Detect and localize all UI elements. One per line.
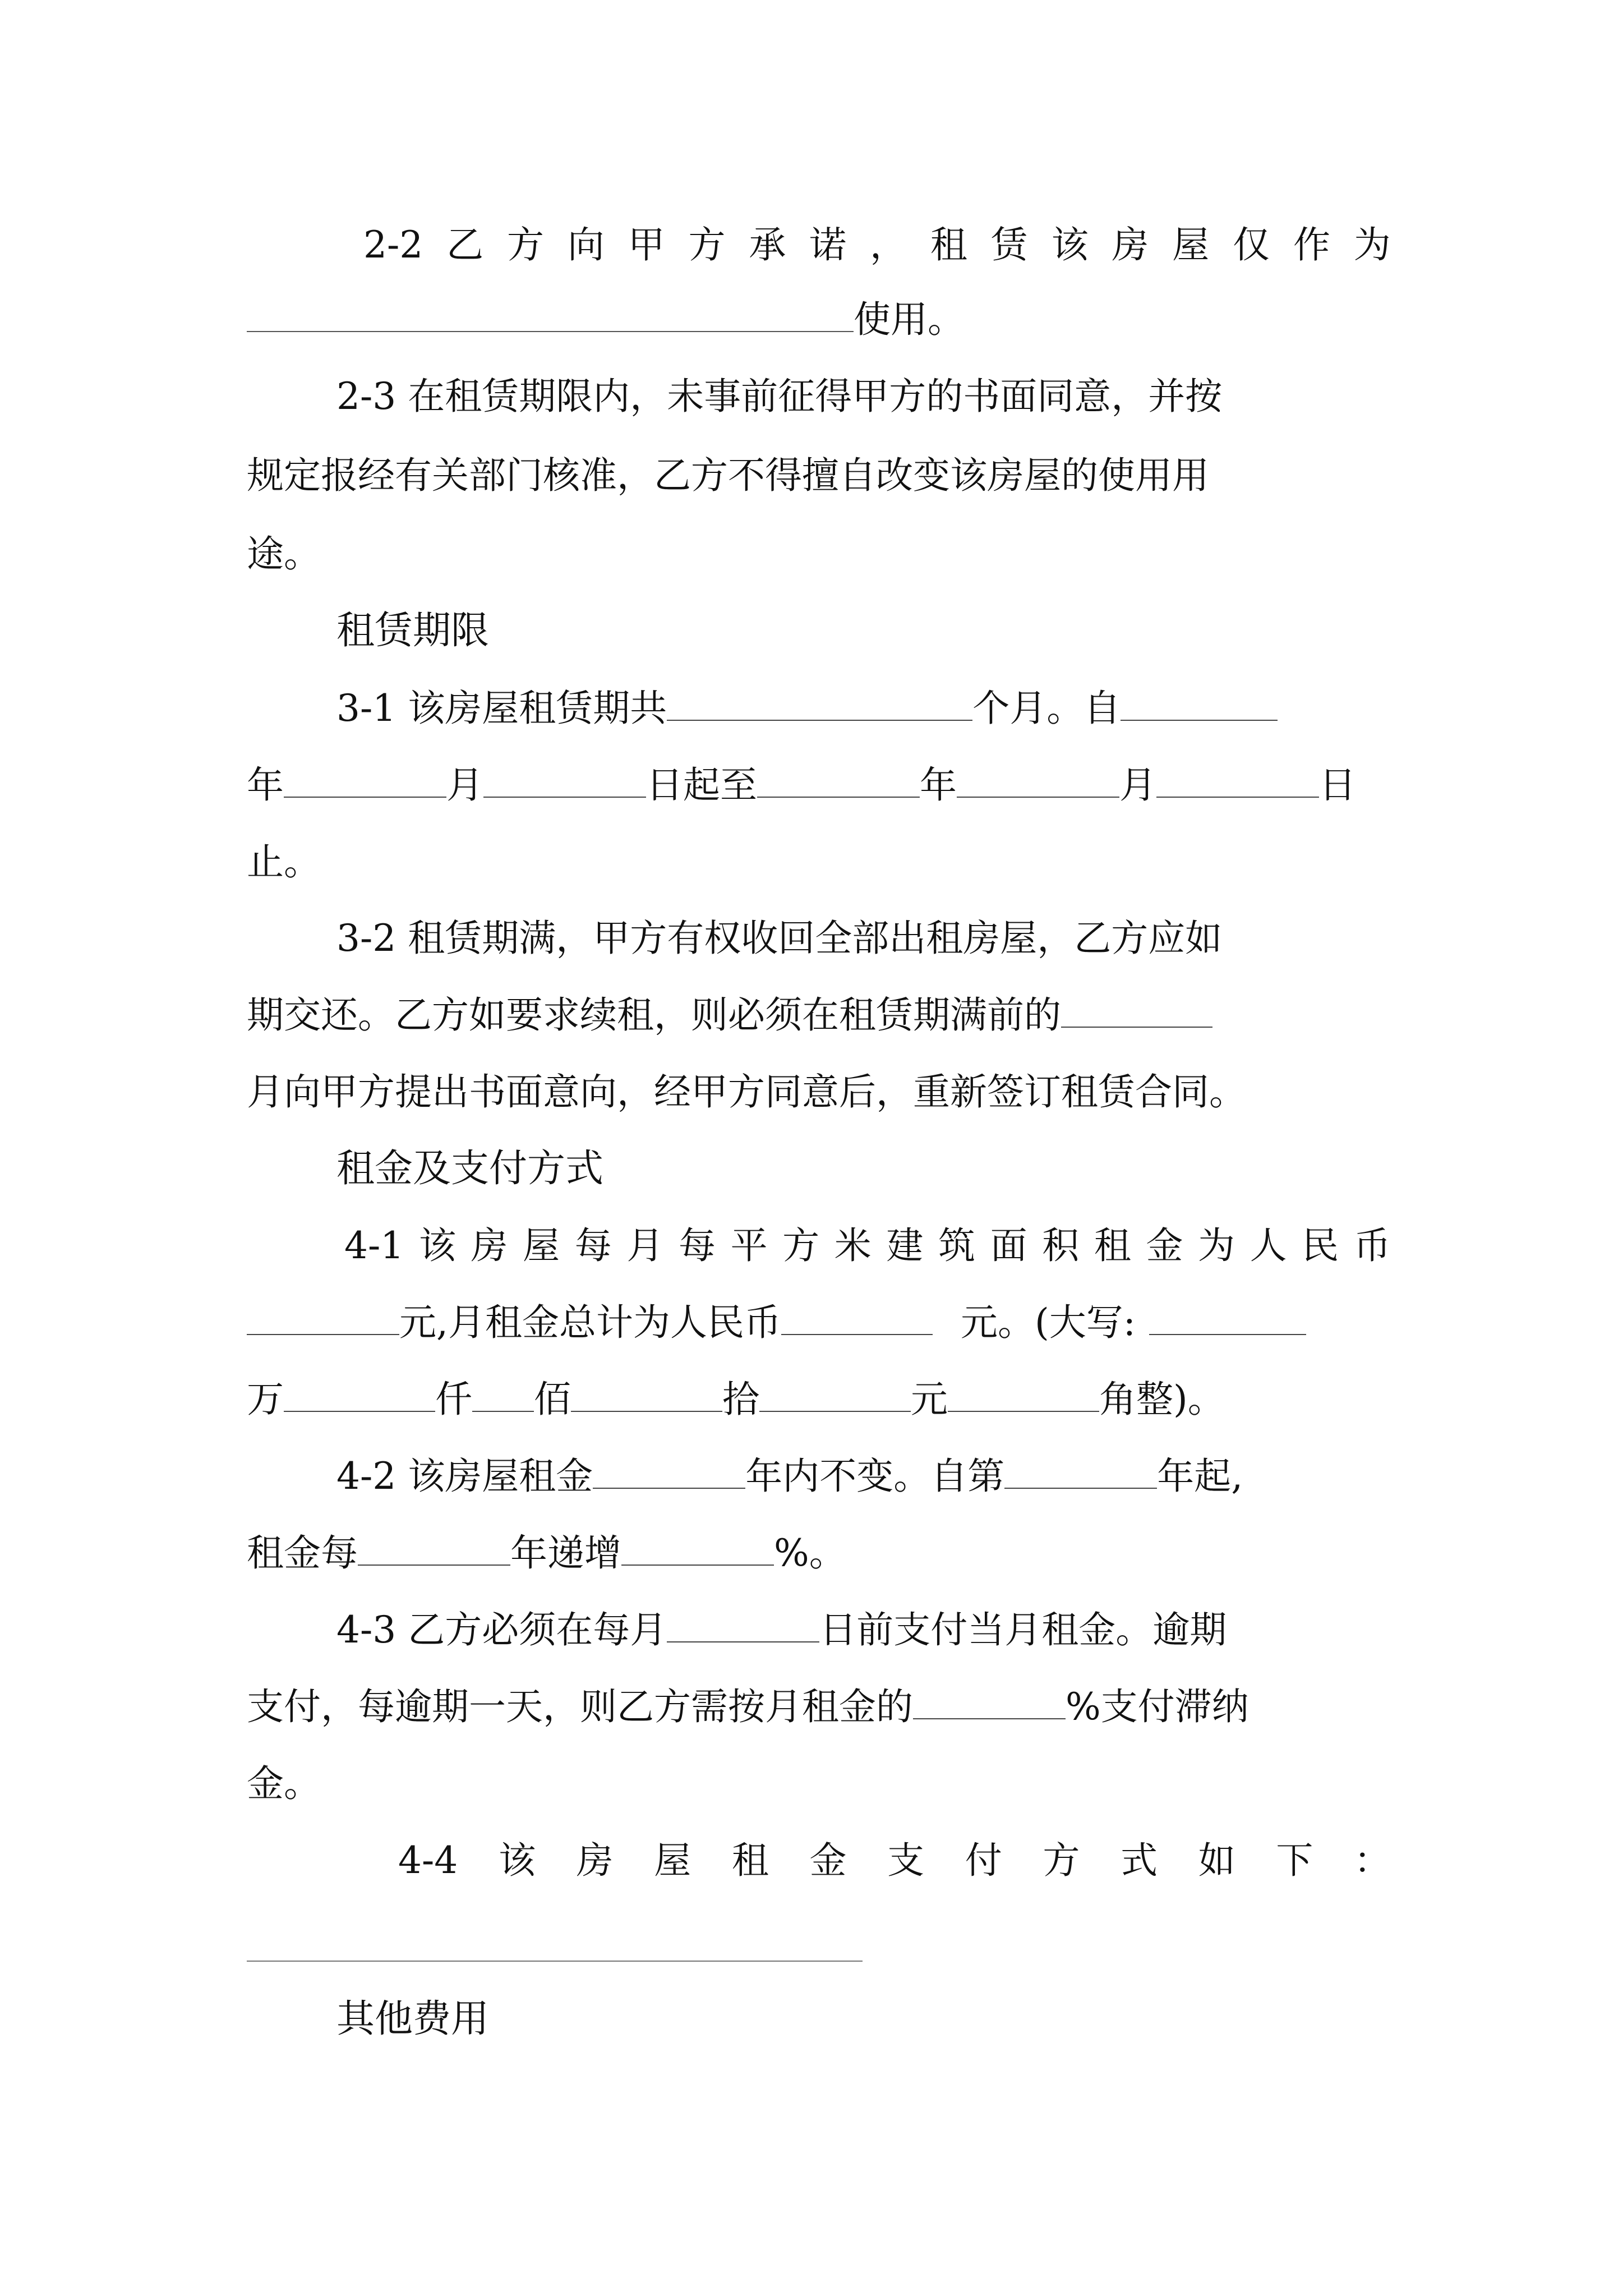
clause-4-4-char: ：	[1353, 1839, 1391, 1882]
clause-2-2-char: 仅	[1233, 223, 1270, 266]
clause-4-1-text-c: 元。(大写:	[960, 1301, 1136, 1344]
clause-4-1-text-b: 元,月租金总计为人民币	[399, 1301, 781, 1344]
clause-2-2-char: 赁	[990, 223, 1028, 266]
blank-payment-day	[667, 1607, 819, 1642]
clause-4-2-text-e: 年递增	[510, 1531, 621, 1575]
clause-3-1-line-1	[336, 669, 1391, 748]
clause-2-2-char: 承	[749, 223, 786, 266]
label-shi: 拾	[722, 1378, 759, 1421]
clause-4-1-char: 米	[834, 1224, 872, 1267]
label-month-end: 月	[1119, 763, 1156, 807]
clause-4-1-char: 平	[730, 1224, 768, 1267]
clause-2-3-line-3: 途。	[247, 532, 321, 576]
blank-rent-fixed-years	[593, 1453, 745, 1489]
clause-4-4-char: 金	[809, 1839, 847, 1882]
clause-4-1-char: 为	[1198, 1224, 1235, 1267]
clause-2-2-char: 为	[1353, 223, 1391, 266]
clause-4-1-char: 房	[471, 1224, 508, 1267]
clause-4-1-char: 币	[1353, 1224, 1391, 1267]
clause-4-1-char: 4-1	[344, 1224, 404, 1267]
label-month: 月	[446, 763, 483, 807]
clause-4-1-line-2	[247, 1283, 1391, 1362]
blank-bai	[472, 1376, 534, 1412]
blank-shi	[571, 1376, 722, 1412]
clause-4-1-char: 每	[678, 1224, 716, 1267]
clause-4-4-char: 租	[731, 1839, 769, 1882]
blank-capital-1	[1149, 1299, 1306, 1335]
heading-rent-payment: 租金及支付方式	[336, 1147, 604, 1191]
blank-increase-from-year	[1004, 1453, 1157, 1489]
label-year-end: 年	[920, 763, 957, 807]
blank-end-year	[757, 762, 920, 798]
clause-2-2-char: 作	[1293, 223, 1330, 266]
clause-4-4-char: 该	[498, 1839, 536, 1882]
clause-2-2-char: 向	[567, 223, 605, 266]
blank-start-month	[284, 762, 446, 798]
clause-4-3-text-c: 支付，每逾期一天，则乙方需按月租金的	[247, 1685, 913, 1728]
clause-4-1-char: 金	[1146, 1224, 1183, 1267]
clause-4-2-text-a: 4-2 该房屋租金	[336, 1455, 593, 1498]
blank-jiao	[948, 1376, 1099, 1412]
clause-4-1-char: 每	[574, 1224, 612, 1267]
clause-2-2-char: ，	[870, 223, 907, 266]
clause-4-4-char: 式	[1121, 1839, 1158, 1882]
blank-usage	[247, 295, 854, 332]
clause-3-2-line-2	[247, 976, 1391, 1055]
clause-4-3-text-d: %支付滞纳	[1066, 1685, 1249, 1728]
clause-4-3-line-2	[247, 1668, 1391, 1746]
blank-lease-months	[667, 685, 972, 721]
blank-increase-interval	[358, 1530, 510, 1566]
heading-other-fees: 其他费用	[336, 1997, 490, 2041]
clause-2-2-char: 2-2	[363, 223, 423, 266]
label-qian: 仟	[435, 1378, 472, 1421]
clause-3-1-line-2	[247, 746, 1391, 825]
clause-4-4-char: 支	[887, 1839, 925, 1882]
label-year: 年	[247, 763, 284, 807]
clause-3-1-line-3: 止。	[247, 840, 321, 884]
clause-3-1-text-b: 个月。自	[972, 687, 1121, 730]
clause-2-2-char: 方	[506, 223, 544, 266]
clause-4-3-text-a: 4-3 乙方必须在每月	[336, 1608, 667, 1651]
clause-2-2-char: 甲	[628, 223, 665, 266]
clause-4-4-char: 4-4	[398, 1839, 458, 1882]
clause-2-2-char: 屋	[1172, 223, 1210, 266]
clause-4-2-text-f: %。	[774, 1531, 846, 1575]
clause-2-3-line-1: 2-3 在租赁期限内，未事前征得甲方的书面同意，并按	[336, 375, 1223, 418]
label-jiao: 角整)。	[1099, 1378, 1225, 1421]
clause-4-1-char: 方	[782, 1224, 820, 1267]
blank-monthly-total	[781, 1299, 933, 1335]
clause-3-2-text: 期交还。乙方如要求续租，则必须在租赁期满前的	[247, 993, 1061, 1037]
blank-end-day	[1156, 762, 1319, 798]
clause-4-4-char: 房	[576, 1839, 614, 1882]
clause-4-1-char: 建	[886, 1224, 924, 1267]
clause-4-3-text-b: 日前支付当月租金。逾期	[819, 1608, 1227, 1651]
clause-4-4-char: 屋	[654, 1839, 691, 1882]
blank-late-fee-percent	[913, 1683, 1066, 1719]
clause-4-1-char: 屋	[523, 1224, 560, 1267]
clause-2-2-line-1	[363, 206, 1391, 284]
blank-increase-percent	[621, 1530, 774, 1566]
clause-4-2-text-c: 年起,	[1157, 1455, 1243, 1498]
clause-2-2-char: 诺	[809, 223, 847, 266]
heading-lease-term: 租赁期限	[336, 609, 490, 653]
clause-4-4-char: 方	[1043, 1839, 1080, 1882]
clause-2-2-char: 房	[1112, 223, 1149, 266]
label-yuan: 元	[911, 1378, 948, 1421]
clause-4-1-line-1	[344, 1207, 1391, 1285]
blank-renewal-months	[1061, 992, 1212, 1028]
label-day-end: 日	[1319, 763, 1356, 807]
clause-3-2-line-1: 3-2 租赁期满，甲方有权收回全部出租房屋，乙方应如	[336, 917, 1223, 960]
clause-4-1-char: 面	[990, 1224, 1027, 1267]
clause-3-2-line-3: 月向甲方提出书面意向，经甲方同意后，重新签订租赁合同。	[247, 1070, 1246, 1114]
clause-2-2-char: 该	[1051, 223, 1089, 266]
clause-2-2-char: 乙	[446, 223, 484, 266]
clause-4-2-line-2	[247, 1514, 1391, 1593]
blank-payment-method	[247, 1961, 863, 1962]
label-day-from-to: 日起至	[646, 763, 757, 807]
label-bai: 佰	[534, 1378, 571, 1421]
clause-4-2-text-d: 租金每	[247, 1531, 358, 1575]
blank-start-day	[483, 762, 646, 798]
clause-4-1-char: 租	[1094, 1224, 1131, 1267]
clause-4-4-line-1	[398, 1821, 1391, 1900]
clause-4-4-char: 如	[1198, 1839, 1235, 1882]
clause-2-3-line-2: 规定报经有关部门核准，乙方不得擅自改变该房屋的使用用	[247, 454, 1209, 497]
blank-start-year	[1121, 685, 1278, 721]
blank-rent-per-sqm	[247, 1299, 399, 1335]
clause-4-3-line-1	[336, 1591, 1481, 1669]
clause-4-1-char: 人	[1249, 1224, 1287, 1267]
clause-4-4-char: 下	[1276, 1839, 1313, 1882]
clause-4-1-char: 月	[626, 1224, 664, 1267]
clause-4-1-char: 民	[1302, 1224, 1339, 1267]
clause-4-1-line-3	[247, 1360, 1391, 1439]
clause-4-2-text-b: 年内不变。自第	[745, 1455, 1005, 1498]
label-wan: 万	[247, 1378, 284, 1421]
clause-4-3-line-3: 金。	[247, 1762, 321, 1805]
usage-suffix: 使用。	[854, 298, 965, 341]
clause-3-1-text-a: 3-1 该房屋租赁期共	[336, 687, 667, 730]
clause-4-1-char: 该	[418, 1224, 456, 1267]
blank-yuan	[759, 1376, 911, 1412]
clause-2-2-line-2	[247, 280, 1391, 359]
clause-4-4-char: 付	[965, 1839, 1002, 1882]
clause-2-2-char: 租	[930, 223, 967, 266]
blank-end-month	[957, 762, 1119, 798]
clause-4-1-char: 积	[1042, 1224, 1080, 1267]
blank-qian	[284, 1376, 435, 1412]
clause-4-2-line-1	[336, 1437, 1402, 1516]
clause-4-1-char: 筑	[938, 1224, 975, 1267]
clause-2-2-char: 方	[688, 223, 726, 266]
